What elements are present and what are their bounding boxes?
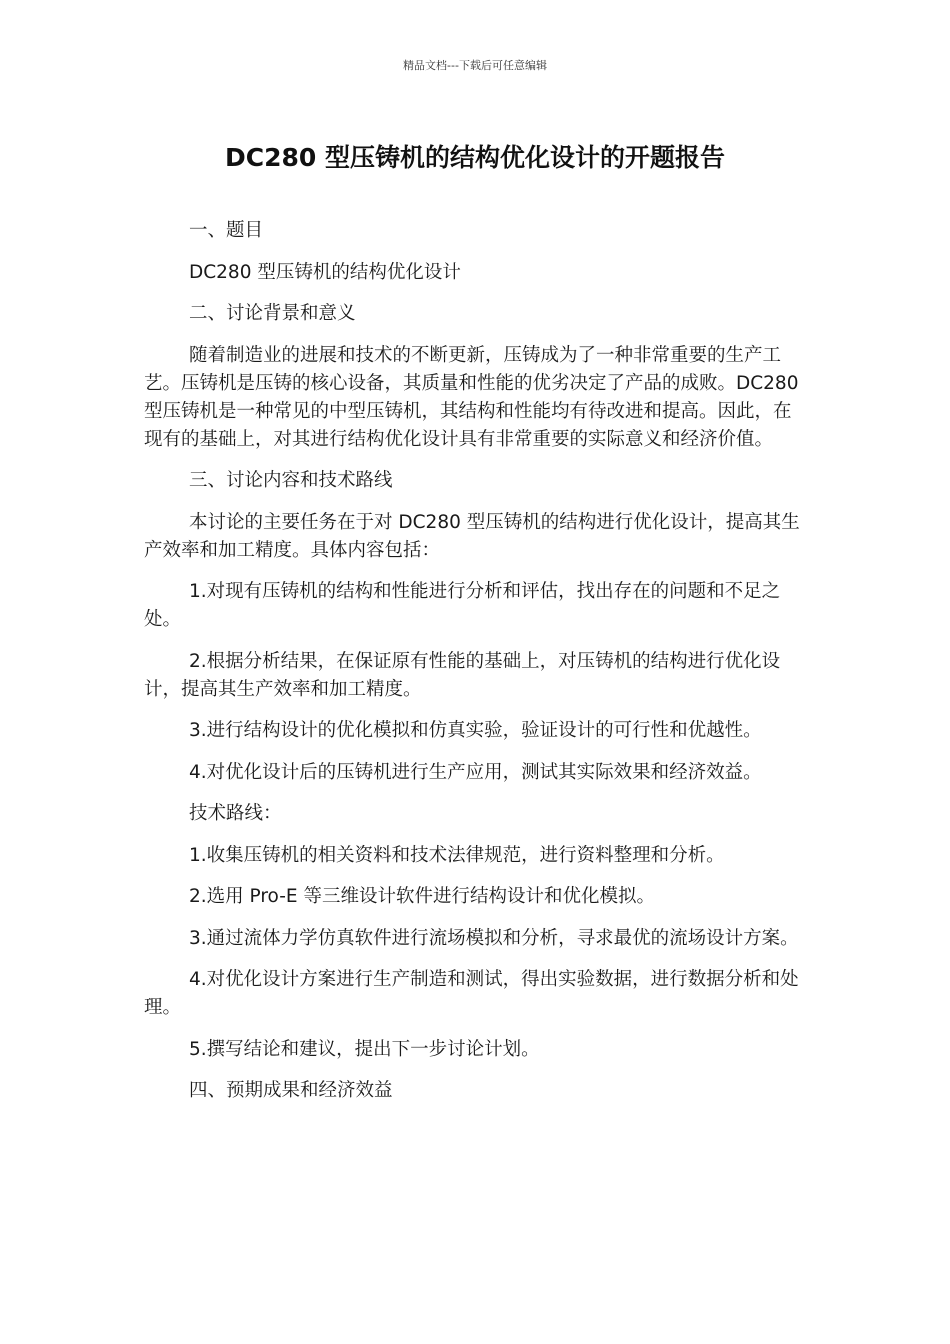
heading-tech-route: 技术路线： bbox=[189, 803, 282, 824]
heading-expected-results: 四、预期成果和经济效益 bbox=[189, 1080, 393, 1101]
header-note: 精品文档---下载后可任意编辑 bbox=[403, 59, 547, 72]
document-title: DC280 型压铸机的结构优化设计的开题报告 bbox=[225, 143, 725, 172]
list-item-route-1: 1.收集压铸机的相关资料和技术法律规范，进行资料整理和分析。 bbox=[189, 844, 725, 866]
list-item-route-4: 4.对优化设计方案进行生产制造和测试，得出实验数据，进行数据分析和处理。 bbox=[144, 969, 799, 1018]
list-item-route-2: 2.选用 Pro-E 等三维设计软件进行结构设计和优化模拟。 bbox=[189, 886, 655, 907]
heading-content-route: 三、讨论内容和技术路线 bbox=[189, 470, 393, 491]
list-item-content-2: 2.根据分析结果，在保证原有性能的基础上，对压铸机的结构进行优化设计，提高其生产效率和加工精度。 bbox=[144, 650, 781, 700]
heading-topic: 一、题目 bbox=[189, 220, 264, 241]
list-item-content-4: 4.对优化设计后的压铸机进行生产应用，测试其实际效果和经济效益。 bbox=[189, 761, 762, 783]
list-item-content-1: 1.对现有压铸机的结构和性能进行分析和评估，找出存在的问题和不足之处。 bbox=[144, 581, 781, 630]
paragraph-background: 随着制造业的进展和技术的不断更新，压铸成为了一种非常重要的生产工艺。压铸机是压铸的核心设备，其质量和性能的优劣决定了产品的成败。DC280 型压铸机是一种常见的中型压铸机，其结构和性能均有待改进和提高。因此，在现有的基础上，对其进行结构优化设计具有非常重要的实际意义和经济价值。 bbox=[144, 344, 799, 450]
paragraph-main-task: 本讨论的主要任务在于对 DC280 型压铸机的结构进行优化设计，提高其生产效率和加工精度。具体内容包括： bbox=[144, 511, 800, 561]
list-item-route-3: 3.通过流体力学仿真软件进行流场模拟和分析，寻求最优的流场设计方案。 bbox=[189, 927, 799, 949]
heading-background: 二、讨论背景和意义 bbox=[189, 303, 356, 324]
paragraph-topic-name: DC280 型压铸机的结构优化设计 bbox=[189, 261, 461, 283]
document-body bbox=[144, 217, 808, 1119]
list-item-route-5: 5.撰写结论和建议，提出下一步讨论计划。 bbox=[189, 1038, 540, 1060]
list-item-content-3: 3.进行结构设计的优化模拟和仿真实验，验证设计的可行性和优越性。 bbox=[189, 720, 762, 741]
